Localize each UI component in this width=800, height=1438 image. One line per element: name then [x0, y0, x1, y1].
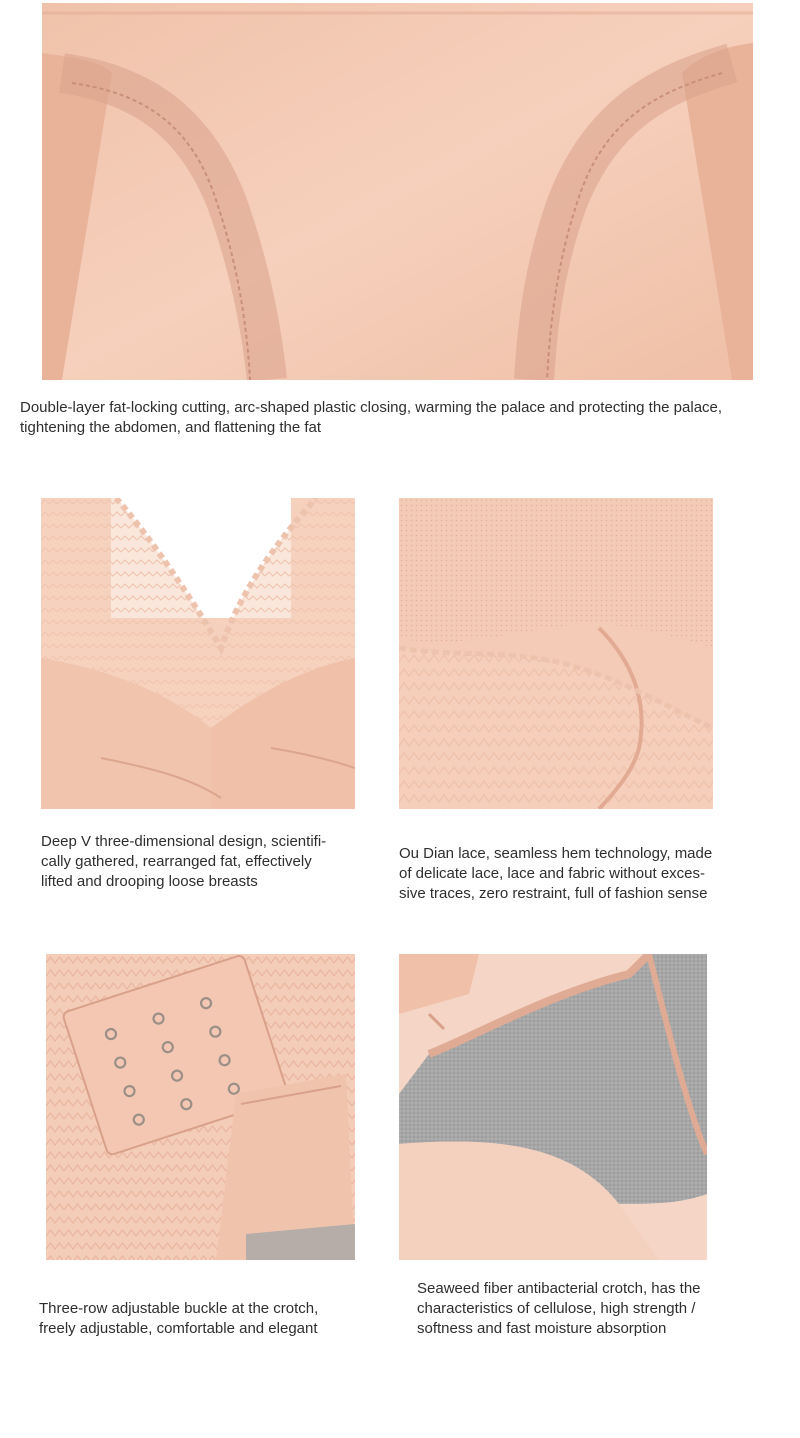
crotch-buckle-illustration	[46, 954, 355, 1260]
lace-hem-illustration	[399, 498, 713, 809]
deep-v-bust-illustration	[41, 498, 355, 809]
cotton-crotch-photo	[399, 954, 707, 1260]
abdomen-panel-illustration	[42, 3, 753, 380]
deep-v-bust-photo	[41, 498, 355, 809]
cotton-crotch-illustration	[399, 954, 707, 1260]
lace-hem-photo	[399, 498, 713, 809]
cotton-crotch-caption: Seaweed fiber antibacterial crotch, has the characteristics of cellulose, high strength / softness and fast moisture absorption	[417, 1280, 701, 1337]
abdomen-panel-photo	[42, 3, 753, 380]
abdomen-panel-caption: Double-layer fat-locking cutting, arc-shaped plastic closing, warming the palace and protecting the palace, tightening the abdomen, and flattening the fat	[20, 399, 723, 436]
buckle-caption: Three-row adjustable buckle at the crotch, freely adjustable, comfortable and elegant	[39, 1300, 319, 1337]
lace-hem-caption: Ou Dian lace, seamless hem technology, made of delicate lace, lace and fabric without exces- sive traces, zero restraint, full of fashion sense	[399, 845, 713, 902]
crotch-buckle-photo	[46, 954, 355, 1260]
deep-v-caption: Deep V three-dimensional design, scientifi- cally gathered, rearranged fat, effectively lifted and drooping loose breasts	[41, 833, 327, 890]
